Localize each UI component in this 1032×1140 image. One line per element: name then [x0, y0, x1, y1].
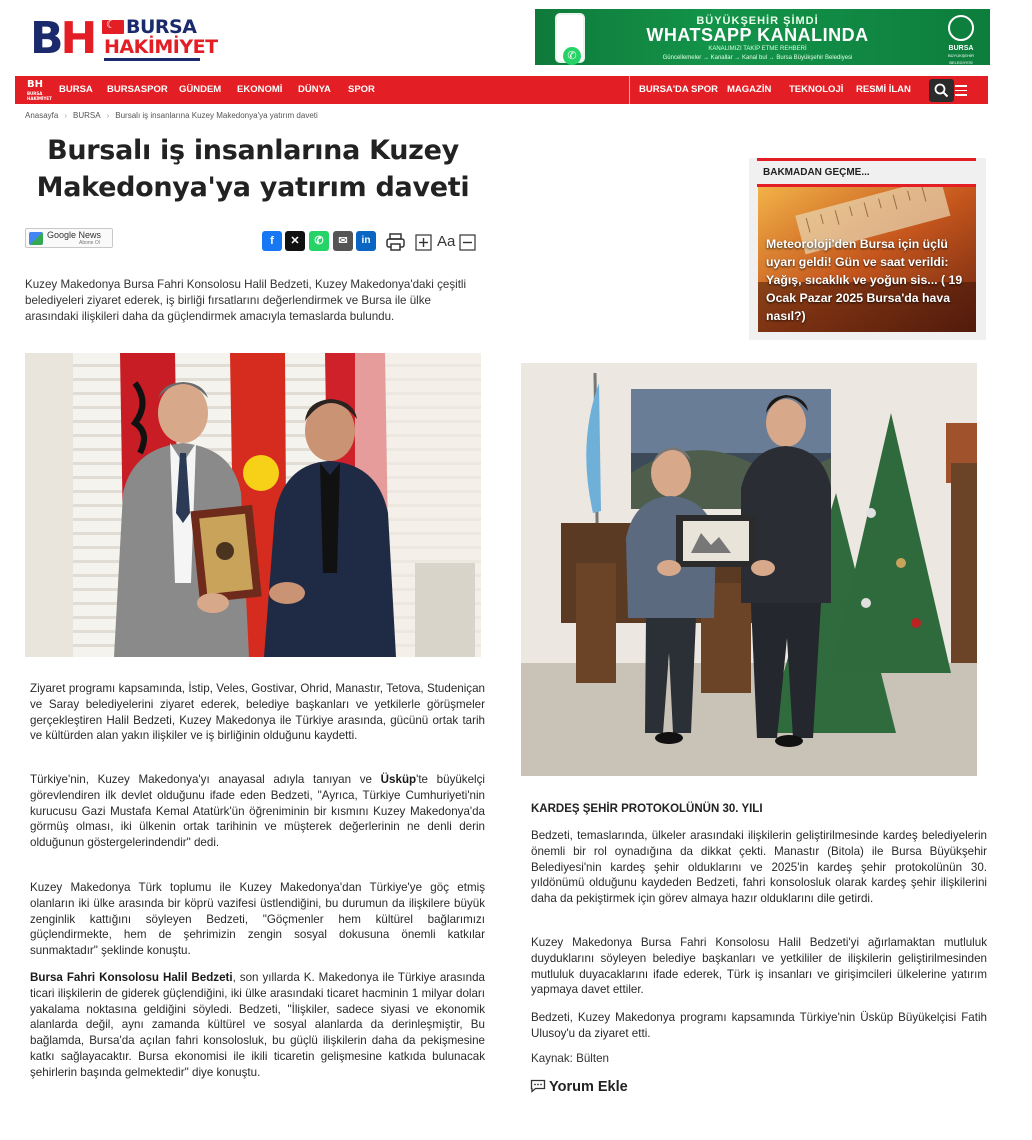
article-paragraph-4: Bursa Fahri Konsolosu Halil Bedzeti, son yıllarda K. Makedonya ile Türkiye arasında ticari ilişkilerin de giderek güçlendiğini, iki ülke arasındaki ticaret hacminin 1 milyar doları yakalama noktasına geldiğini söyledi. Bedzeti, "İlişkiler, sadece siyasi ve ekonomik alanlarda değil, aynı zamanda kültürel ve sosyal alanlarda da derinleşmiştir, Bu bağlamda, Bursa'da açılan fahri konsolosluk, bu güçlü ilişkilerin daha da pekişmesine katkı sağlayacaktır. Bursa ekonomisi ile ikili ticaretin gelişmesine katkıda bulunacak şehirlerin başında gelmektedir" diye konuştu. — [30, 971, 485, 1079]
comment-icon — [530, 1079, 546, 1093]
logo-word-bursa: BURSA — [126, 16, 197, 38]
sidebar-featured-card[interactable] — [758, 187, 976, 332]
article-lead: Kuzey Makedonya Bursa Fahri Konsolosu Halil Bedzeti, Kuzey Makedonya'daki çeşitli belediyeleri ziyaret ederek, iş birliği fırsatlarını değerlendirmek ve Bursa ile ülke arasındaki ilişkileri daha da güçlendirmek amacıyla temaslarda bulundu. — [25, 278, 467, 323]
font-decrease-icon[interactable] — [459, 234, 476, 251]
font-size-label: Aa — [437, 233, 456, 250]
print-icon[interactable] — [385, 232, 406, 252]
breadcrumb-category[interactable]: BURSA — [73, 111, 101, 120]
menu-icon[interactable] — [955, 82, 967, 98]
nav-item-bursaspor[interactable]: BURSASPOR — [107, 84, 168, 95]
article-source: Kaynak: Bülten — [531, 1052, 609, 1065]
search-button[interactable] — [929, 79, 954, 102]
banner-line-1: BÜYÜKŞEHİR ŞİMDİ — [696, 15, 819, 27]
email-icon[interactable]: ✉ — [333, 231, 353, 251]
google-news-icon — [29, 232, 43, 245]
banner-line-4: Güncellemeler → Kanallar → Kanal bul → Bursa Büyükşehir Belediyesi — [662, 55, 853, 61]
article-paragraph-7: Bedzeti, Kuzey Makedonya programı kapsamında Türkiye'nin Üsküp Büyükelçisi Fatih Ulusoy'u da ziyaret etti. — [531, 1011, 987, 1040]
add-comment-label: Yorum Ekle — [549, 1079, 628, 1095]
linkedin-icon[interactable]: in — [356, 231, 376, 251]
logo-underline — [104, 58, 200, 61]
font-increase-icon[interactable] — [415, 234, 432, 251]
nav-item-bursada-spor[interactable]: BURSA'DA SPOR — [639, 84, 718, 95]
nav-item-gundem[interactable]: GÜNDEM — [179, 84, 222, 95]
breadcrumb-current: Bursalı iş insanlarına Kuzey Makedonya'ya yatırım daveti — [115, 111, 318, 120]
sidebar-featured — [749, 158, 986, 340]
x-icon[interactable]: ✕ — [285, 231, 305, 251]
sidebar-heading: BAKMADAN GEÇME... — [763, 167, 870, 178]
site-logo[interactable] — [30, 13, 218, 64]
nav-item-magazin[interactable]: MAGAZİN — [727, 84, 772, 95]
chevron-right-icon: › — [64, 111, 68, 120]
google-news-button[interactable] — [25, 228, 113, 248]
sidebar-top-rule — [757, 158, 976, 161]
article-photo-office-visit — [521, 363, 977, 776]
whatsapp-channel-banner[interactable] — [535, 9, 990, 65]
chevron-right-icon: › — [106, 111, 110, 120]
nav-item-resmi-ilan[interactable]: RESMİ İLAN — [856, 84, 911, 95]
banner-line-2: WHATSAPP KANALINDA — [646, 25, 869, 45]
article-paragraph-5: Bedzeti, temaslarında, ülkeler arasındaki ilişkilerin geliştirilmesinde kardeş belediyelerin önemli bir rol oynadığına da dikkat çekti. Manastır (Bitola) ile Bursa Büyükşehir Belediyesi'nin kardeş şehir olduklarını ve 2025'in kardeş şehir protokolünün 30. yıldönümü olduğunu kaydeden Bedzeti, fahri konsolosluk olarak kardeş şehir ilişkilerini daha da pekiştirmek için görev almaya hazır olduklarını dile getirdi. — [531, 829, 987, 906]
logo-word-hakimiyet: HAKİMİYET — [104, 36, 218, 58]
section-heading: KARDEŞ ŞEHİR PROTOKOLÜNÜN 30. YILI — [531, 803, 763, 815]
turkish-flag-icon — [102, 20, 124, 34]
article-paragraph-2: Türkiye'nin, Kuzey Makedonya'yı anayasal adıyla tanıyan ve Üsküp'te büyükelçi görevlendiren ilk devlet olduğunu ifade eden Bedzeti, "Ayrıca, Türkiye Cumhuriyeti'nin kurucusu Gazi Mustafa Kemal Atatürk'ün öğreniminin bir kısmını Kuzey Makedonya'da görmüş olması, iki ülkenin ortak tarihinin ve müşterek değerlerinin ne denli derin olduğunun göstergelerindendir" dedi. — [30, 773, 486, 850]
whatsapp-logo-icon: ✆ — [563, 47, 581, 65]
bold-consul-name: Bursa Fahri Konsolosu Halil Bedzeti — [30, 971, 233, 984]
search-icon — [934, 83, 949, 98]
banner-seal-text: BURSA BÜYÜKŞEHİR BELEDİYESİ — [947, 45, 974, 65]
nav-item-dunya[interactable]: DÜNYA — [298, 84, 331, 95]
banner-line-3: KANALIMIZI TAKİP ETME REHBERİ — [708, 46, 807, 52]
nav-item-teknoloji[interactable]: TEKNOLOJİ — [789, 84, 844, 95]
nav-item-spor[interactable]: SPOR — [348, 84, 375, 95]
sidebar-featured-caption: Meteoroloji'den Bursa için üçlü uyarı geldi! Gün ve saat verildi: Yağış, sıcaklık ve yoğun sis... ( 19 Ocak Pazar 2025 Bursa'da hava nasıl?) — [766, 237, 963, 323]
google-news-sub: Abone Ol — [79, 240, 100, 246]
breadcrumb-home[interactable]: Anasayfa — [25, 111, 59, 120]
article-paragraph-6: Kuzey Makedonya Bursa Fahri Konsolosu Halil Bedzeti'yi ağırlamaktan mutluluk duyduklarını söyleyen belediye başkanları ve yetkililer de ilişkilerin geliştirilmesinden mutluluk duyacaklarını ifade ederek, Türk iş insanları ve girişimcileri ülkelerine yatırım yapmaya davet ettiler. — [531, 936, 987, 997]
breadcrumb — [25, 111, 318, 120]
article-photo-plaque-ceremony — [25, 353, 481, 657]
nav-item-bursa[interactable]: BURSA — [59, 84, 93, 95]
nav-divider — [629, 76, 630, 104]
logo-monogram: BH — [30, 13, 95, 64]
article-paragraph-1: Ziyaret programı kapsamında, İstip, Veles, Gostivar, Ohrid, Manastır, Tetova, Studeniçan ve Saray belediyelerini ziyaret ederek, belediye başkanları ve yetkilerle görüşmeler gerçekleştiren Halil Bedzeti, Kuzey Makedonya ile Türkiye arasında, gücünü ortak tarih ve kültürden alan yakın ilişkiler ve iş birliğinin olduğunu kaydetti. — [30, 682, 485, 743]
nav-item-ekonomi[interactable]: EKONOMİ — [237, 84, 283, 95]
bold-uskup: Üsküp — [380, 773, 417, 786]
google-news-label: Google News — [47, 230, 102, 240]
municipality-seal-icon — [948, 15, 974, 41]
article-paragraph-3: Kuzey Makedonya Türk toplumu ile Kuzey Makedonya'dan Türkiye'ye göç etmiş olanların iki ülke arasında bir köprü vazifesi üstlendiğini, bu durumun da ilişkilere büyük zenginlik kattığını söyleyen Bedzeti, "Göçmenler hem kültürel bağlarımızı güçlendirmekte, hem de şehrimizin zengin sosyal dokusuna önemli katkılar sunmaktadır" şeklinde konuştu. — [30, 881, 485, 958]
whatsapp-icon[interactable]: ✆ — [309, 231, 329, 251]
nav-mini-logo[interactable]: BH BURSA HAKİMİYET — [27, 79, 52, 101]
add-comment-button[interactable] — [530, 1079, 628, 1095]
article-title: Bursalı iş insanlarına Kuzey Makedonya'ya yatırım daveti — [36, 135, 470, 203]
main-navigation — [15, 76, 988, 104]
facebook-icon[interactable]: f — [262, 231, 282, 251]
